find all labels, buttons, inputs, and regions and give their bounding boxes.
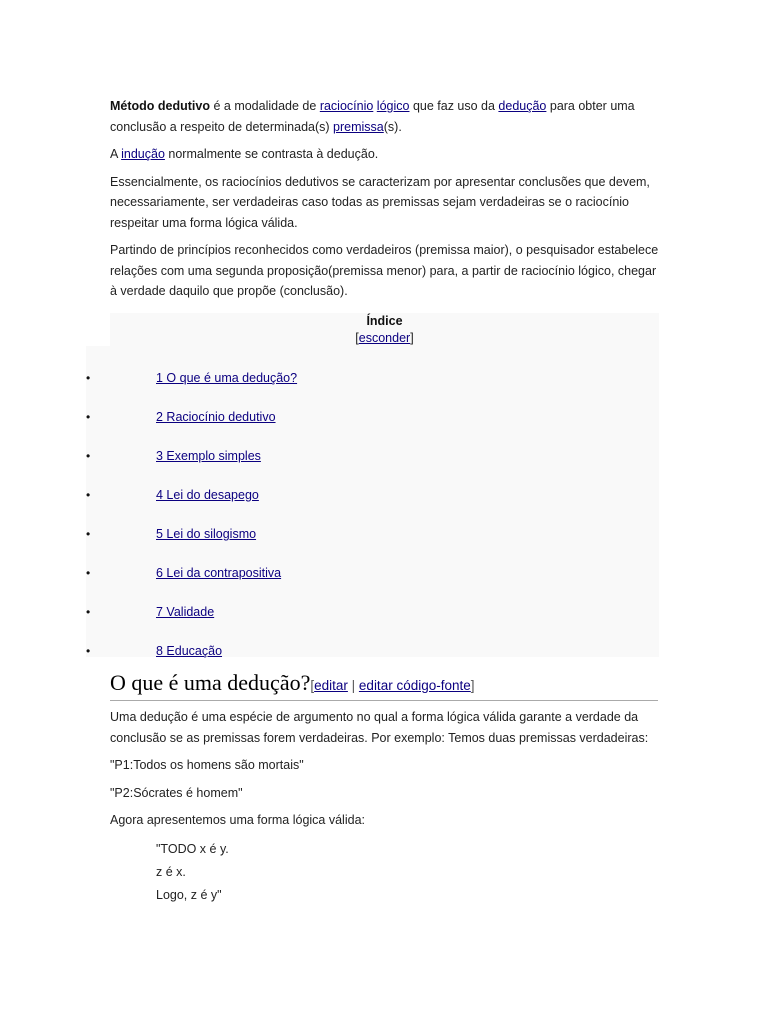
bullet-icon: • bbox=[86, 371, 91, 385]
toc-link-1[interactable]: 1 O que é uma dedução? bbox=[156, 371, 298, 385]
toc-link-2[interactable]: 2 Raciocínio dedutivo bbox=[156, 410, 276, 424]
link-logico[interactable]: lógico bbox=[376, 99, 410, 113]
bullet-icon: • bbox=[86, 449, 91, 463]
logical-form-line: z é x. bbox=[156, 864, 186, 879]
intro-paragraph-2 bbox=[110, 144, 660, 165]
toc-hide-link[interactable]: esconder bbox=[358, 331, 411, 345]
toc-link-6[interactable]: 6 Lei da contrapositiva bbox=[156, 566, 282, 580]
logical-form bbox=[156, 838, 660, 907]
toc-link-7[interactable]: 7 Validade bbox=[156, 605, 215, 619]
link-premissa[interactable]: premissa bbox=[333, 119, 384, 134]
text: para obter uma conclusão a respeito de determinada(s) bbox=[110, 99, 635, 134]
edit-source-link[interactable]: editar código-fonte bbox=[358, 678, 471, 693]
link-deducao[interactable]: dedução bbox=[498, 99, 547, 113]
text: (s). bbox=[383, 119, 402, 134]
bullet-icon: • bbox=[86, 644, 91, 658]
bullet-icon: • bbox=[86, 410, 91, 424]
separator: | bbox=[347, 678, 359, 693]
section-body bbox=[110, 707, 660, 907]
link-raciocinio[interactable]: raciocínio bbox=[319, 99, 374, 113]
toc-link-3[interactable]: 3 Exemplo simples bbox=[156, 449, 261, 463]
intro-section bbox=[110, 96, 660, 309]
text: A bbox=[110, 147, 122, 161]
section-paragraph-4: Agora apresentemos uma forma lógica válida: bbox=[110, 813, 365, 827]
text: normalmente se contrasta à dedução. bbox=[164, 147, 379, 161]
toc-title: Índice bbox=[366, 314, 403, 328]
term-bold: Método dedutivo bbox=[110, 99, 210, 113]
logical-form-line: "TODO x é y. bbox=[156, 841, 229, 856]
toc-toggle bbox=[86, 330, 683, 346]
premise-1: "P1:Todos os homens são mortais" bbox=[110, 758, 304, 772]
bracket: ] bbox=[470, 678, 475, 693]
bullet-icon: • bbox=[86, 527, 91, 541]
intro-paragraph-1 bbox=[110, 96, 660, 137]
bracket: [ bbox=[355, 331, 359, 345]
text: é a modalidade de bbox=[210, 99, 320, 113]
section-paragraph-1: Uma dedução é uma espécie de argumento no qual a forma lógica válida garante a verdade da conclusão se as premissas forem verdadeiras. Por exemplo: Temos duas premissas verdadeiras: bbox=[110, 710, 649, 745]
edit-link[interactable]: editar bbox=[314, 678, 348, 693]
edit-links bbox=[310, 678, 474, 693]
toc-link-8[interactable]: 8 Educação bbox=[156, 644, 223, 658]
text: que faz uso da bbox=[409, 99, 499, 113]
section-heading bbox=[110, 670, 658, 701]
logical-form-line: Logo, z é y" bbox=[156, 887, 222, 902]
bullet-icon: • bbox=[86, 566, 91, 580]
bullet-icon: • bbox=[86, 488, 91, 502]
toc-link-4[interactable]: 4 Lei do desapego bbox=[156, 488, 259, 502]
intro-paragraph-3: Essencialmente, os raciocínios dedutivos se caracterizam por apresentar conclusões que devem, necessariamente, ser verdadeiras caso todas as premissas sejam verdadeiras se o raciocínio respeitar uma forma lógica válida. bbox=[110, 174, 650, 230]
bracket: [ bbox=[310, 678, 315, 693]
bracket: ] bbox=[410, 331, 414, 345]
premise-2: "P2:Sócrates é homem" bbox=[110, 785, 243, 800]
heading-text: O que é uma dedução? bbox=[110, 670, 311, 695]
table-of-contents bbox=[86, 313, 659, 657]
bullet-icon: • bbox=[86, 605, 91, 619]
toc-link-5[interactable]: 5 Lei do silogismo bbox=[156, 527, 257, 541]
intro-paragraph-4: Partindo de princípios reconhecidos como verdadeiros (premissa maior), o pesquisador estabelece relações com uma segunda proposição(premissa menor) para, a partir de raciocínio lógico, chegar à verdade daquilo que propõe (conclusão). bbox=[110, 243, 659, 298]
link-inducao[interactable]: indução bbox=[121, 147, 165, 161]
